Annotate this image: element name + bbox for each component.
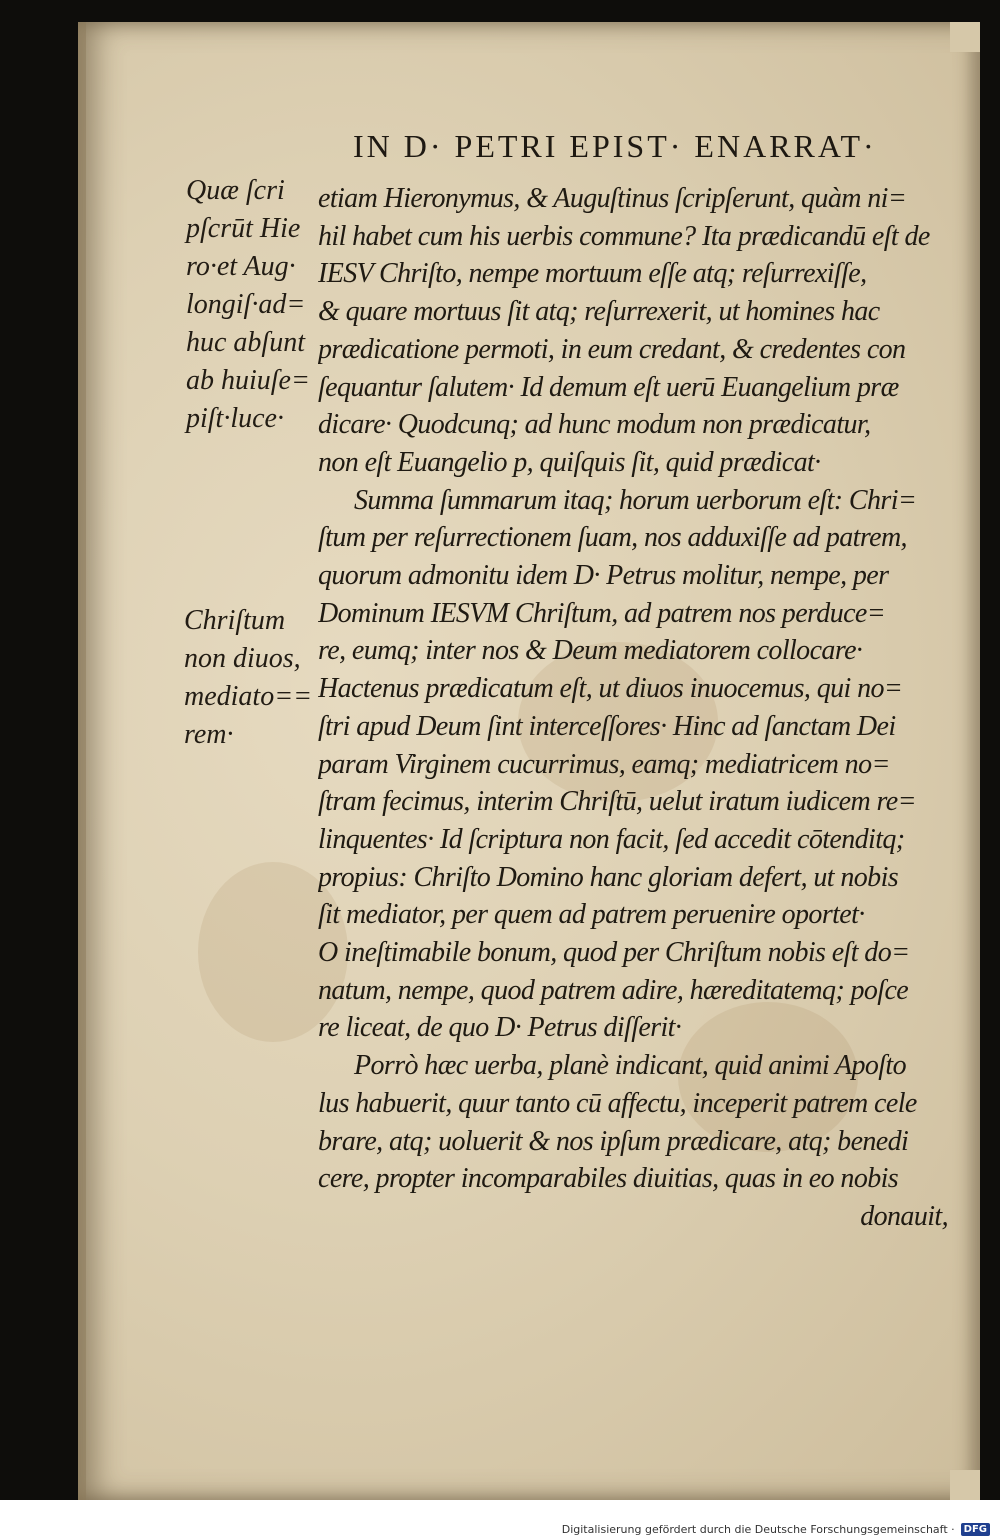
text-line: & quare mortuus ſit atq; reſurrexerit, ut homines hac [318,296,880,328]
text-line: natum, nempe, quod patrem adire, hæreditatemq; poſce [318,974,909,1006]
margin-line: rem· [184,719,234,750]
footer-credit [562,1523,990,1536]
footer-text: Digitalisierung gefördert durch die Deutsche Forschungsgemeinschaft · [561,1523,955,1536]
text-line: O ineſtimabile bonum, quod per Chriſtum nobis eſt do= [318,937,910,969]
text-line: ſequantur ſalutem· Id demum eſt uerū Euangelium præ [318,371,899,403]
text-line: quorum admonitu idem D· Petrus molitur, nempe, per [318,560,889,592]
text-line: Summa ſummarum itaq; horum uerborum eſt: Chri= [354,484,917,516]
margin-line: Quæ ſcri [186,175,285,206]
text-line: lus habuerit, quur tanto cū affectu, inceperit patrem cele [318,1087,917,1119]
margin-line: ab huiuſe= [186,365,310,396]
text-line: propius: Chriſto Domino hanc gloriam defert, ut nobis [318,861,899,893]
text-line: etiam Hieronymus, & Auguſtinus ſcripſerunt, quàm ni= [318,183,907,214]
margin-line: pſcrūt Hie [186,213,301,244]
page-corner [950,22,980,52]
margin-line: ro·et Aug· [186,251,296,282]
margin-note-2 [184,602,312,754]
text-line: ſtram fecimus, interim Chriſtū, uelut iratum iudicem re= [318,786,916,818]
text-line: Porrò hæc uerba, planè indicant, quid animi Apoſto [354,1050,907,1082]
text-line: cere, propter incomparabiles diuitias, quas in eo nobis [318,1163,899,1195]
main-text [318,180,948,1236]
text-line: IESV Chriſto, nempe mortuum eſſe atq; reſurrexiſſe, [318,258,867,290]
text-line: ſit mediator, per quem ad patrem peruenire oportet· [318,899,865,931]
text-line: non eſt Euangelio p, quiſquis ſit, quid prædicat· [318,446,821,478]
text-line: param Virginem cucurrimus, eamq; mediatricem no= [318,748,890,780]
page-corner [950,1470,980,1500]
margin-line: huc abſunt [186,327,305,358]
margin-line: longiſ·ad= [186,289,306,320]
margin-line: Chriſtum [184,605,286,636]
text-line: re, eumq; inter nos & Deum mediatorem collocare· [318,635,863,667]
text-line: ſtri apud Deum ſint interceſſores· Hinc ad ſanctam Dei [318,710,896,742]
running-header: IN D· PETRI EPIST· ENARRAT· [353,128,877,164]
text-line: hil habet cum his uerbis commune? Ita prædicandū eſt de [318,220,930,252]
text-line: Hactenus prædicatum eſt, ut diuos inuocemus, qui no= [318,673,903,705]
text-line: ſtum per reſurrectionem ſuam, nos adduxiſſe ad patrem, [318,522,907,554]
margin-line: non diuos, [184,643,301,674]
text-line: dicare· Quodcunq; ad hunc modum non prædicatur, [318,409,871,441]
text-line: linquentes· Id ſcriptura non facit, ſed accedit cōtenditq; [318,823,905,855]
margin-line: mediato== [184,681,312,712]
text-line: re liceat, de quo D· Petrus diſſerit· [318,1012,682,1044]
margin-line: piſt·luce· [186,403,284,434]
text-line: brare, atq; uoluerit & nos ipſum prædicare, atq; benedi [318,1125,909,1157]
catchword: donauit, [860,1200,948,1232]
margin-note-1 [186,172,310,438]
dfg-logo: DFG [961,1523,990,1536]
text-line: Dominum IESVM Chriſtum, ad patrem nos perduce= [318,597,886,629]
text-line: prædicatione permoti, in eum credant, & credentes con [318,333,906,365]
